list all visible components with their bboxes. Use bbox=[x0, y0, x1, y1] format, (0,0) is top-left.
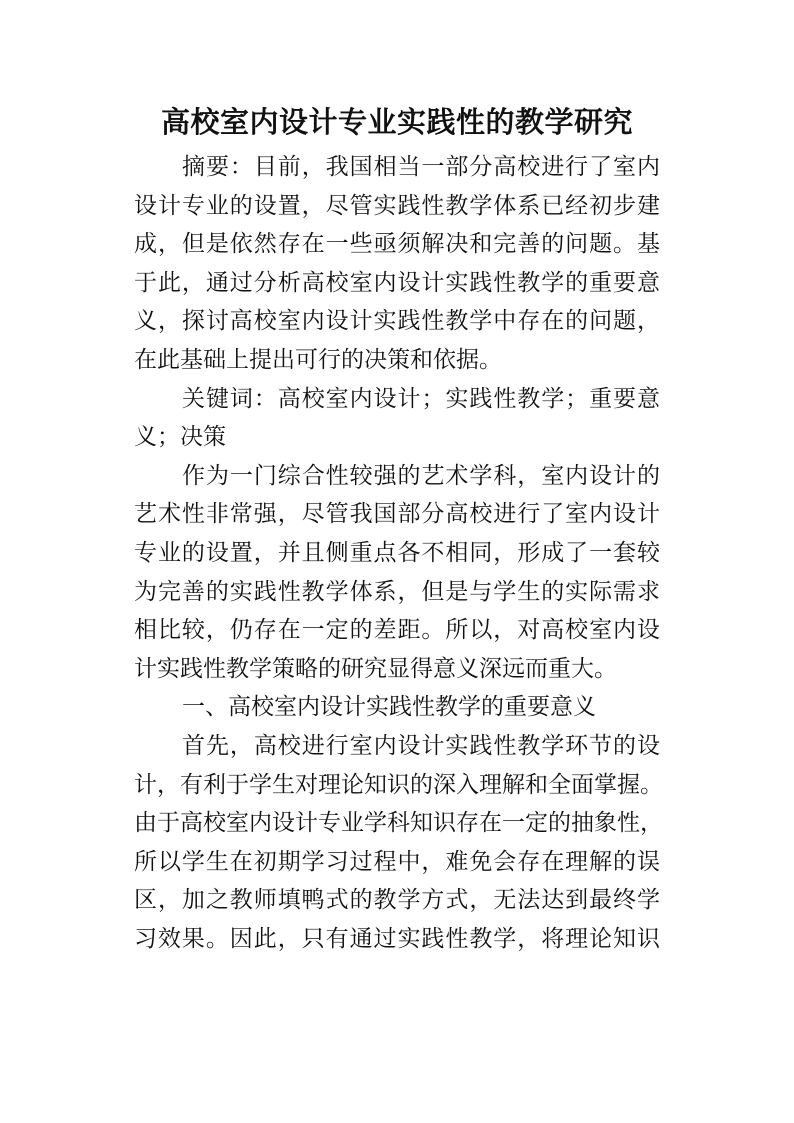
body-line: 计，有利于学生对理论知识的深入理解和全面掌握。 bbox=[134, 771, 663, 798]
body-line: 计实践性教学策略的研究显得意义深远而重大。 bbox=[134, 655, 617, 682]
document-title: 高校室内设计专业实践性的教学研究 bbox=[160, 105, 633, 139]
body-line: 义，探讨高校室内设计实践性教学中存在的问题， bbox=[134, 308, 660, 335]
body-line: 于此，通过分析高校室内设计实践性教学的重要意 bbox=[134, 269, 660, 296]
body-line: 义；决策 bbox=[134, 424, 226, 451]
body-line: 所以学生在初期学习过程中，难免会存在理解的误 bbox=[134, 848, 660, 875]
body-line: 习效果。因此，只有通过实践性教学，将理论知识 bbox=[134, 925, 660, 952]
body-line: 区，加之教师填鸭式的教学方式，无法达到最终学 bbox=[134, 887, 660, 914]
body-line: 摘要：目前，我国相当一部分高校进行了室内 bbox=[182, 154, 660, 180]
body-line: 首先，高校进行室内设计实践性教学环节的设 bbox=[182, 732, 660, 759]
body-line: 为完善的实践性教学体系，但是与学生的实际需求 bbox=[134, 578, 660, 605]
body-line: 一、高校室内设计实践性教学的重要意义 bbox=[182, 694, 596, 721]
body-line: 关键词：高校室内设计；实践性教学；重要意 bbox=[182, 385, 660, 412]
body-line: 作为一门综合性较强的艺术学科，室内设计的 bbox=[182, 462, 660, 489]
body-line: 由于高校室内设计专业学科知识存在一定的抽象性， bbox=[134, 810, 663, 837]
body-line: 成，但是依然存在一些亟须解决和完善的问题。基 bbox=[134, 231, 660, 258]
document-body bbox=[134, 148, 663, 958]
body-line: 在此基础上提出可行的决策和依据。 bbox=[134, 346, 502, 373]
body-line: 设计专业的设置，尽管实践性教学体系已经初步建 bbox=[134, 192, 660, 219]
body-line: 相比较，仍存在一定的差距。所以，对高校室内设 bbox=[134, 617, 660, 644]
body-line: 专业的设置，并且侧重点各不相同，形成了一套较 bbox=[134, 539, 660, 566]
body-line: 艺术性非常强，尽管我国部分高校进行了室内设计 bbox=[134, 501, 660, 528]
